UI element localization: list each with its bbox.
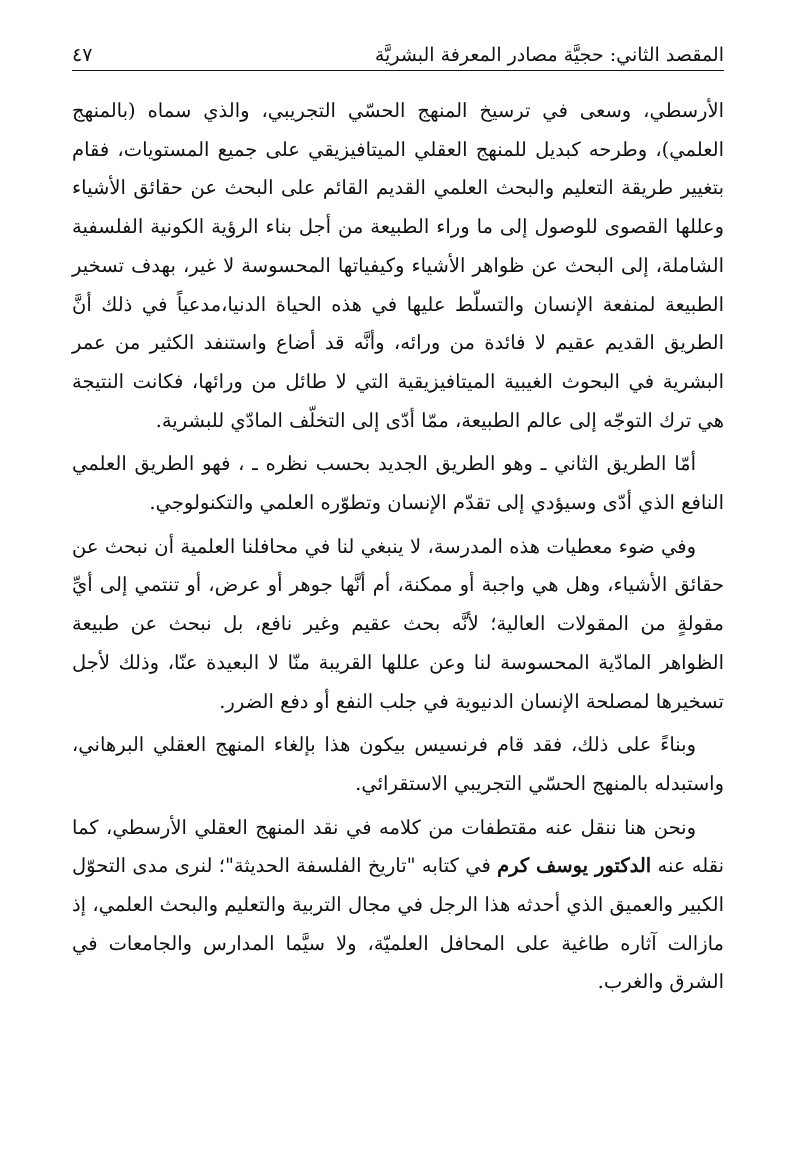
running-title: المقصد الثاني: حجيَّة مصادر المعرفة البشريَّة <box>374 44 724 66</box>
running-head <box>72 28 724 66</box>
paragraph-text: في كتابه "تاريخ الفلسفة الحديثة"؛ لنرى مدى التحوّل الكبير والعميق الذي أحدثه هذا الرجل في مجال التربية والتعليم والبحث العلمي، إذ مازالت آثاره طاغية على المحافل العلميّة، ولا سيَّما المدارس والجامعات في الشرق والغرب. <box>72 854 724 994</box>
page-number: ٤٧ <box>72 44 93 66</box>
body-text <box>72 92 724 1007</box>
paragraph: وبناءً على ذلك، فقد قام فرنسيس بيكون هذا بإلغاء المنهج العقلي البرهاني، واستبدله بالمنهج الحسّي التجريبي الاستقرائي. <box>72 733 724 795</box>
header-rule <box>72 70 724 71</box>
paragraph-text: ونحن هنا ننقل عنه مقتطفات من كلامه في نقد المنهج العقلي الأرسطي، كما نقله عنه <box>72 815 724 878</box>
paragraph: أمّا الطريق الثاني ـ وهو الطريق الجديد بحسب نظره ـ ، فهو الطريق العلمي النافع الذي أدّى وسيؤدي إلى تقدّم الإنسان وتطوّره العلمي والتكنولوجي. <box>72 452 724 515</box>
author-name: الدكتور يوسف كرم <box>497 854 652 878</box>
paragraph: وفي ضوء معطيات هذه المدرسة، لا ينبغي لنا في محافلنا العلمية أن نبحث عن حقائق الأشياء، وهل هي واجبة أو ممكنة، أم أنَّها جوهر أو عرض، أو تنتمي إلى أيِّ مقولةٍ من المقولات العالية؛ لأنَّه بحث عقيم وغير نافع، بل نبحث عن طبيعة الظواهر المادّية المحسوسة لنا وعن عللها القريبة منّا لا البعيدة عنّا، وذلك لأجل تسخيرها لمصلحة الإنسان الدنيوية في جلب النفع أو دفع الضرر. <box>72 534 724 713</box>
paragraph: الأرسطي، وسعى في ترسيخ المنهج الحسّي التجريبي، والذي سماه (بالمنهج العلمي)، وطرحه كبديل للمنهج العقلي الميتافيزيقي على جميع المستويات، فقام بتغيير طريقة التعليم والبحث العلمي القديم القائم على البحث عن حقائق الأشياء وعللها القصوى للوصول إلى ما وراء الطبيعة من أجل بناء الرؤية الكونية الفلسفية الشاملة، إلى البحث عن ظواهر الأشياء وكيفياتها المحسوسة لا غير، بهدف تسخير الطبيعة لمنفعة الإنسان والتسلّط عليها في هذه الحياة الدنيا،مدعياً في ذلك أنَّ الطريق القديم عقيم لا فائدة من ورائه، وأنَّه قد أضاع واستنفد الكثير من عمر البشرية في البحوث الغيبية الميتافيزيقية التي لا طائل من ورائها، فكانت النتيجة هي ترك التوجّه إلى عالم الطبيعة، ممّا أدّى إلى التخلّف المادّي للبشرية. <box>72 99 724 432</box>
paragraph <box>72 809 724 1003</box>
